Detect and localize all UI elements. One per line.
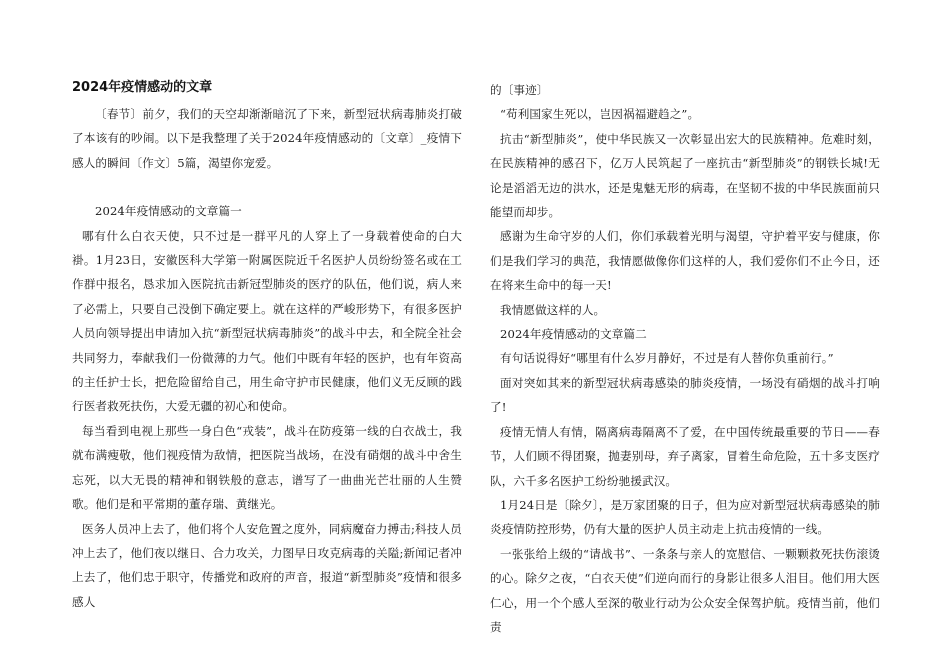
quote-paragraph: “苟利国家生死以，岂因祸福避趋之”。: [500, 107, 700, 122]
section-heading-1: 2024年疫情感动的文章篇一: [95, 204, 242, 219]
article-title: 2024年疫情感动的文章: [72, 80, 213, 95]
body-paragraph: 一张张给上级的“请战书”、一条条与亲人的宽慰信、一颗颗救死扶伤滚烫的心。除夕之夜，“白衣天使”们逆向而行的身影让很多人泪目。他们用大医仁心，用一个个感人至深的敬业行动为公众安全保驾护航。疫情当前，他们责: [490, 546, 880, 634]
spacer: [72, 175, 462, 199]
left-column: [72, 78, 462, 614]
right-column: [490, 78, 880, 639]
body-paragraph: 面对突如其来的新型冠状病毒感染的肺炎疫情，一场没有硝烟的战斗打响了!: [490, 375, 880, 415]
body-paragraph: 的〔事迹〕: [490, 83, 549, 97]
body-paragraph: 1月24日是〔除夕〕，是万家团聚的日子，但为应对新型冠状病毒感染的肺炎疫情防控形势，仍有大量的医护人员主动走上抗击疫情的一线。: [490, 497, 880, 537]
body-paragraph: 有句话说得好“哪里有什么岁月静好，不过是有人替你负重前行。”: [500, 351, 834, 366]
body-paragraph: 哪有什么白衣天使，只不过是一群平凡的人穿上了一身载着使命的白大褂。1月23日，安徽医科大学第一附属医院近千名医护人员纷纷签名或在工作群中报名，恳求加入医院抗击新冠型肺炎的医疗的队伍，他们说，病人来了必需上，只要自己没倒下确定要上。就在这样的严峻形势下，有很多医护人员向领导提出申请加入抗“新型冠状病毒肺炎”的战斗中去，和全院全社会共同努力，奉献我们一份微薄的力气。他们中既有年轻的医护，也有年资高的主任护士长，把危险留给自己，用生命守护市民健康，他们义无反顾的践行医者救死扶伤，大爱无疆的初心和使命。: [72, 228, 462, 414]
body-paragraph: 疫情无情人有情，隔离病毒隔离不了爱，在中国传统最重要的节日——春节，人们顾不得团聚，抛妻别母，弃子离家，冒着生命危险，五十多支医疗队，六千多名医护工纷纷驰援武汉。: [490, 424, 880, 488]
section-heading-2: 2024年疫情感动的文章篇二: [500, 327, 647, 342]
body-paragraph: 每当看到电视上那些一身白色“戎装”，战斗在防疫第一线的白衣战士，我就布满瘦敬，他们视疫情为敌情，把医院当战场，在没有硝烟的战斗中舍生忘死，以大无畏的精神和钢铁般的意志，谱写了一曲曲光芒壮丽的人生赞歌。他们是和平常期的董存瑞、黄继光。: [72, 423, 462, 512]
body-paragraph: 医务人员冲上去了，他们将个人安危置之度外，同病魔奋力搏击;科技人员冲上去了，他们夜以继日、合力攻关，力图早日攻克病毒的关隘;新闻记者冲上去了，他们忠于职守，传播党和政府的声音，报道“新型肺炎”疫情和很多感人: [72, 521, 462, 609]
body-paragraph: 感谢为生命守岁的人们，你们承载着光明与渴望，守护着平安与健康，你们是我们学习的典范，我情愿做像你们这样的人，我们爱你们不止今日，还在将来生命中的每一天!: [490, 229, 880, 293]
body-paragraph: 抗击“新型肺炎”，使中华民族又一次彰显出宏大的民族精神。危难时刻，在民族精神的感召下，亿万人民筑起了一座抗击“新型肺炎”的钢铁长城!无论是滔滔无边的洪水，还是鬼魅无形的病毒，在坚韧不拔的中华民族面前只能望而却步。: [490, 131, 880, 220]
body-paragraph: 我情愿做这样的人。: [500, 302, 606, 317]
intro-paragraph: 〔春节〕前夕，我们的天空却渐渐暗沉了下来，新型冠状病毒肺炎打破了本该有的吵闹。以下是我整理了关于2024年疫情感动的〔文章〕_疫情下感人的瞬间〔作文〕5篇，渴望你宠爱。: [72, 107, 462, 170]
